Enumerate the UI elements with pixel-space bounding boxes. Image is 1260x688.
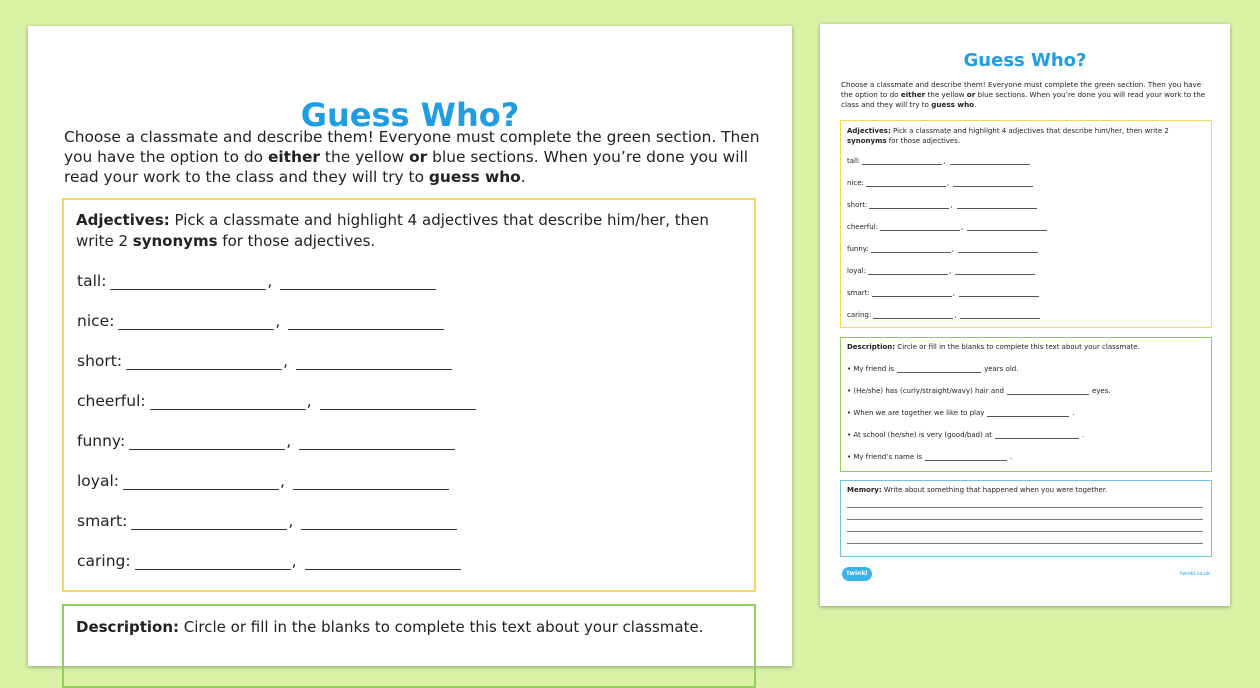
description-bullet (847, 409, 1075, 417)
adjective-word: smart: (77, 512, 128, 530)
preview-blank[interactable] (957, 201, 1037, 209)
bullet-text: • My friend’s name is (847, 453, 923, 461)
preview-intro-4: . (974, 100, 977, 109)
preview-blank[interactable] (880, 223, 960, 231)
preview-adjective-row (847, 289, 1039, 299)
preview-adjective-row (847, 157, 1030, 167)
preview-comma: , (954, 311, 957, 319)
preview-intro-1: Choose a classmate and describe them! Everyone must complete the green section. Then you have the option to do (841, 80, 1202, 99)
preview-adjective-row (847, 245, 1038, 255)
worksheet-title: Guess Who? (300, 96, 520, 134)
bullet-blank[interactable] (897, 365, 981, 373)
comma: , (267, 272, 273, 290)
preview-adjective-word: loyal: (847, 267, 866, 275)
preview-comma: , (943, 157, 946, 165)
memory-writing-line[interactable] (847, 543, 1203, 544)
intro-either: either (267, 148, 321, 166)
adjective-word: tall: (77, 272, 107, 290)
synonym-blank-2[interactable] (280, 275, 436, 290)
synonym-blank-1[interactable] (150, 395, 306, 410)
description-heading (76, 618, 703, 636)
preview-adjective-word: nice: (847, 179, 864, 187)
intro-guess-who: guess who (428, 168, 521, 186)
worksheet-page-preview (820, 24, 1230, 606)
preview-description-heading (847, 343, 1140, 351)
comma: , (275, 312, 281, 330)
preview-blank[interactable] (950, 157, 1030, 165)
bullet-text: • My friend is (847, 365, 895, 373)
intro-text-3: blue sections. When you’re done you will read your work to the class and they will try to (64, 148, 749, 186)
synonym-blank-1[interactable] (129, 435, 285, 450)
adjective-word: nice: (77, 312, 115, 330)
bullet-blank[interactable] (987, 409, 1069, 417)
description-instruction: Circle or fill in the blanks to complete this text about your classmate. (179, 618, 704, 636)
preview-adjectives-heading (847, 126, 1203, 146)
preview-adjective-word: tall: (847, 157, 861, 165)
adjective-row-smart (77, 512, 457, 536)
preview-blank[interactable] (960, 311, 1040, 319)
comma: , (306, 392, 312, 410)
comma: , (291, 552, 297, 570)
bullet-text-end: years old. (984, 365, 1019, 373)
adjectives-heading (76, 210, 736, 252)
preview-blank[interactable] (967, 223, 1047, 231)
preview-adjective-row (847, 311, 1040, 321)
adjective-word: cheerful: (77, 392, 146, 410)
synonym-blank-1[interactable] (123, 475, 279, 490)
bullet-text: • At school (he/she) is very (good/bad) at (847, 431, 993, 439)
preview-intro-2: the yellow (925, 90, 967, 99)
preview-blank[interactable] (958, 245, 1038, 253)
twinkl-logo: twinkl (842, 567, 872, 581)
adjectives-synonyms: synonyms (132, 232, 218, 250)
synonym-blank-1[interactable] (118, 315, 274, 330)
preview-description-section (840, 337, 1212, 472)
adjective-row-loyal (77, 472, 449, 496)
bullet-text-end: . (1082, 431, 1085, 439)
bullet-text: • When we are together we like to play (847, 409, 985, 417)
memory-writing-line[interactable] (847, 519, 1203, 520)
description-bullet (847, 365, 1018, 373)
preview-adjectives-section (840, 120, 1212, 328)
adjective-row-caring (77, 552, 461, 576)
preview-blank[interactable] (953, 179, 1033, 187)
worksheet-page-large (28, 26, 792, 666)
preview-comma: , (948, 267, 952, 275)
comma: , (286, 432, 292, 450)
adjective-row-funny (77, 432, 455, 456)
description-label: Description: (76, 618, 180, 636)
adjectives-label: Adjectives: (76, 211, 170, 229)
adjectives-instruction-b: for those adjectives. (217, 232, 376, 250)
memory-writing-line[interactable] (847, 531, 1203, 532)
adjective-word: funny: (77, 432, 126, 450)
adjective-word: caring: (77, 552, 131, 570)
description-bullet (847, 387, 1111, 395)
preview-blank[interactable] (959, 289, 1039, 297)
preview-comma: , (952, 289, 955, 297)
intro-text-4: . (520, 168, 526, 186)
synonym-blank-2[interactable] (299, 435, 455, 450)
synonym-blank-1[interactable] (131, 515, 287, 530)
memory-heading (847, 486, 1107, 494)
preview-adjective-row (847, 201, 1037, 211)
preview-adjective-word: cheerful: (847, 223, 878, 231)
preview-comma: , (960, 223, 964, 231)
bullet-text-end: . (1072, 409, 1075, 417)
preview-blank[interactable] (873, 311, 953, 319)
preview-comma: , (950, 201, 953, 209)
adjective-row-nice (77, 312, 444, 336)
memory-instruction: Write about something that happened when you were together. (881, 486, 1108, 494)
memory-section (840, 480, 1212, 557)
bullet-blank[interactable] (995, 431, 1079, 439)
synonym-blank-1[interactable] (135, 555, 291, 570)
memory-label: Memory: (847, 486, 882, 494)
synonym-blank-2[interactable] (305, 555, 461, 570)
footer-url[interactable]: twinkl.co.uk (1180, 571, 1210, 577)
memory-writing-line[interactable] (847, 507, 1203, 508)
preview-adjective-row (847, 179, 1033, 189)
preview-intro-or: or (966, 90, 976, 99)
bullet-text-end: eyes. (1091, 387, 1111, 395)
adjective-row-short (77, 352, 452, 376)
preview-intro-3: blue sections. When you’re done you will read your work to the class and they will try to (841, 90, 1206, 109)
intro-text-1: Choose a classmate and describe them! Everyone must complete the green section. Then you have the option to do (64, 128, 760, 166)
preview-comma: , (946, 179, 950, 187)
adjective-row-cheerful (77, 392, 476, 416)
adjectives-instruction-a: Pick a classmate and highlight 4 adjectives that describe him/her, then write 2 (76, 211, 709, 250)
preview-adjective-word: short: (847, 201, 868, 209)
bullet-text: • (He/she) has (curly/straight/wavy) hair and (847, 387, 1004, 395)
preview-blank[interactable] (868, 267, 948, 275)
preview-blank[interactable] (869, 201, 949, 209)
preview-description-instruction: Circle or fill in the blanks to complete this text about your classmate. (895, 343, 1140, 351)
adjective-word: loyal: (77, 472, 119, 490)
synonym-blank-1[interactable] (126, 355, 282, 370)
synonym-blank-2[interactable] (296, 355, 452, 370)
preview-adjective-word: funny: (847, 245, 869, 253)
intro-paragraph (64, 127, 760, 187)
preview-comma: , (951, 245, 954, 253)
preview-adjective-word: caring: (847, 311, 872, 319)
adjective-row-tall (77, 272, 436, 296)
intro-or: or (409, 148, 428, 166)
preview-blank[interactable] (866, 179, 946, 187)
preview-intro-either: either (900, 90, 926, 99)
adjective-word: short: (77, 352, 123, 370)
preview-adjectives-label: Adjectives: (847, 127, 891, 135)
intro-text-2: the yellow (320, 148, 410, 166)
synonym-blank-2[interactable] (320, 395, 476, 410)
synonym-blank-2[interactable] (301, 515, 457, 530)
preview-adjectives-instruction-b: for those adjectives. (886, 137, 961, 145)
bullet-blank[interactable] (925, 453, 1007, 461)
description-section (62, 604, 756, 688)
preview-description-label: Description: (847, 343, 896, 351)
comma: , (280, 472, 285, 490)
preview-adjectives-synonyms: synonyms (847, 137, 887, 145)
bullet-blank[interactable] (1007, 387, 1089, 395)
preview-adjective-row (847, 223, 1047, 233)
preview-adjective-row (847, 267, 1035, 277)
synonym-blank-2[interactable] (293, 475, 449, 490)
description-bullet (847, 431, 1084, 439)
preview-intro (841, 80, 1213, 110)
preview-blank[interactable] (871, 245, 951, 253)
preview-blank[interactable] (955, 267, 1035, 275)
comma: , (283, 352, 288, 370)
adjectives-section (62, 198, 756, 592)
preview-blank[interactable] (872, 289, 952, 297)
synonym-blank-1[interactable] (110, 275, 266, 290)
preview-blank[interactable] (862, 157, 942, 165)
synonym-blank-2[interactable] (288, 315, 444, 330)
comma: , (288, 512, 294, 530)
bullet-text-end: . (1010, 453, 1013, 461)
preview-adjective-word: smart: (847, 289, 870, 297)
preview-title: Guess Who? (963, 50, 1087, 71)
preview-intro-guess-who: guess who (931, 100, 975, 109)
description-bullet (847, 453, 1012, 461)
preview-adjectives-instruction-a: Pick a classmate and highlight 4 adjectives that describe him/her, then write 2 (890, 127, 1169, 135)
